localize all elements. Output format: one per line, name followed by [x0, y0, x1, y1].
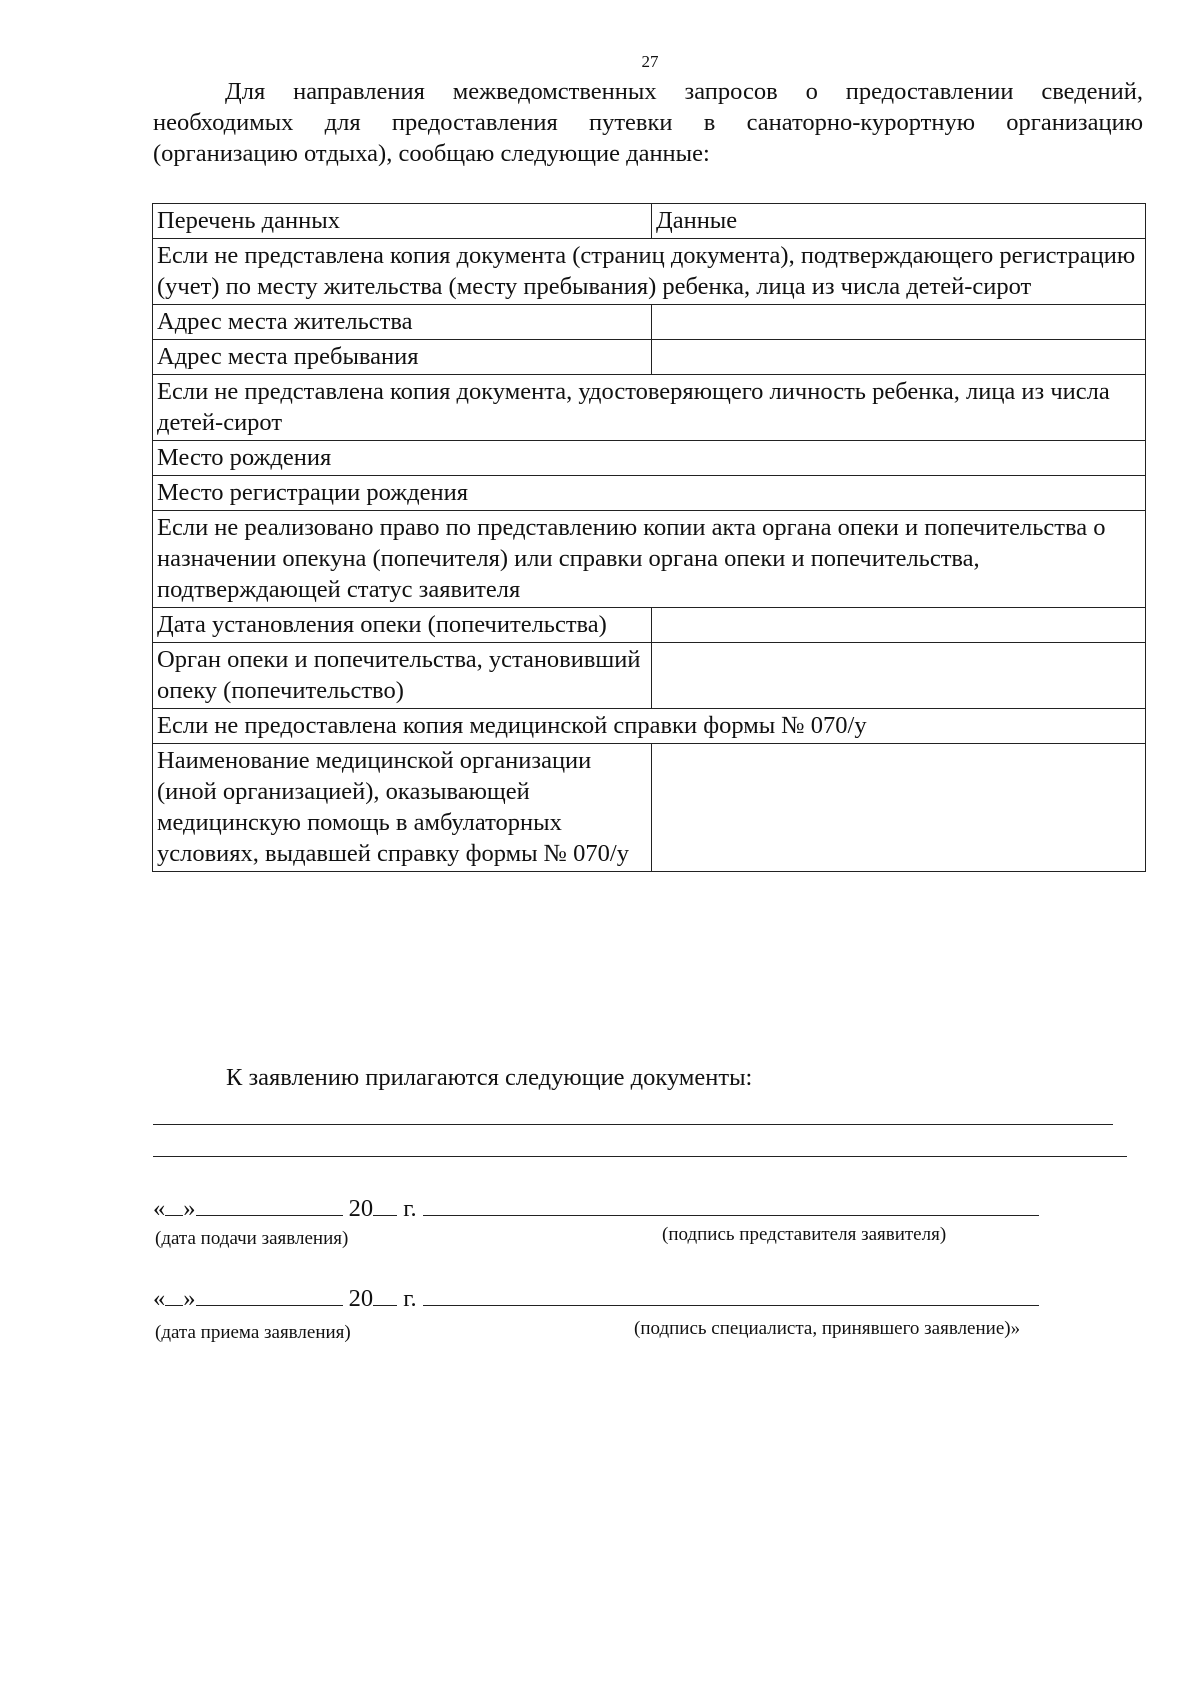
- stay-address-label: Адрес места пребывания: [153, 340, 652, 375]
- year-suffix: г.: [403, 1285, 417, 1312]
- intro-paragraph: Для направления межведомственных запросов о предоставлении сведений, необходимых для предоставления путевки в санаторно-курортную организацию (организацию отдыха), сообщаю следующие данные:: [153, 78, 1143, 167]
- day-blank[interactable]: [165, 1305, 183, 1306]
- guardianship-authority-label: Орган опеки и попечительства, установивший опеку (попечительство): [153, 643, 652, 709]
- birth-registration-place-label: Место регистрации рождения: [153, 476, 1146, 511]
- section-identity: Если не представлена копия документа, удостоверяющего личность ребенка, лица из числа детей-сирот: [153, 375, 1146, 441]
- attachments-line-1[interactable]: [153, 1124, 1113, 1125]
- header-data: Данные: [652, 204, 1146, 239]
- year-suffix: г.: [403, 1195, 417, 1222]
- birth-place-label: Место рождения: [153, 441, 1146, 476]
- attachments-heading: К заявлению прилагаются следующие документы:: [226, 1064, 753, 1091]
- representative-signature-caption: (подпись представителя заявителя): [662, 1224, 947, 1245]
- close-quote: »: [183, 1195, 196, 1222]
- guardianship-authority-value[interactable]: [652, 643, 1146, 709]
- medical-organization-label: Наименование медицинской организации (иной организацией), оказывающей медицинскую помощь в амбулаторных условиях, выдавшей справку формы № 070/у: [153, 744, 652, 872]
- table-row: [153, 305, 1146, 340]
- specialist-signature-caption: (подпись специалиста, принявшего заявление)»: [634, 1318, 1021, 1339]
- page-number: 27: [641, 52, 659, 71]
- table-row: [153, 375, 1146, 441]
- representative-signature-line[interactable]: [423, 1215, 1039, 1216]
- year-prefix: 20: [348, 1285, 374, 1312]
- table-row: [153, 441, 1146, 476]
- data-table: [152, 203, 1146, 872]
- table-row: [153, 511, 1146, 608]
- section-residence: Если не представлена копия документа (страниц документа), подтверждающего регистрацию (учет) по месту жительства (месту пребывания) ребенка, лица из числа детей-сирот: [153, 239, 1146, 305]
- open-quote: «: [153, 1195, 166, 1222]
- close-quote: »: [183, 1285, 196, 1312]
- year-prefix: 20: [348, 1195, 374, 1222]
- table-row: [153, 340, 1146, 375]
- table-row: [153, 608, 1146, 643]
- year-blank[interactable]: [373, 1215, 397, 1216]
- acceptance-date-row: [153, 1285, 1039, 1313]
- table-header-row: [153, 204, 1146, 239]
- month-blank[interactable]: [196, 1215, 343, 1216]
- table-row: [153, 709, 1146, 744]
- section-medical: Если не предоставлена копия медицинской справки формы № 070/у: [153, 709, 1146, 744]
- section-guardianship: Если не реализовано право по представлению копии акта органа опеки и попечительства о назначении опекуна (попечителя) или справки органа опеки и попечительства, подтверждающей статус заявителя: [153, 511, 1146, 608]
- month-blank[interactable]: [196, 1305, 343, 1306]
- guardianship-date-label: Дата установления опеки (попечительства): [153, 608, 652, 643]
- day-blank[interactable]: [165, 1215, 183, 1216]
- year-blank[interactable]: [373, 1305, 397, 1306]
- medical-organization-value[interactable]: [652, 744, 1146, 872]
- stay-address-value[interactable]: [652, 340, 1146, 375]
- table-row: [153, 239, 1146, 305]
- submission-date-caption: (дата подачи заявления): [155, 1228, 349, 1249]
- residence-address-value[interactable]: [652, 305, 1146, 340]
- specialist-signature-line[interactable]: [423, 1305, 1039, 1306]
- header-list-of-data: Перечень данных: [153, 204, 652, 239]
- submission-date-row: [153, 1195, 1039, 1223]
- table-row: [153, 744, 1146, 872]
- acceptance-date-caption: (дата приема заявления): [155, 1322, 351, 1343]
- residence-address-label: Адрес места жительства: [153, 305, 652, 340]
- table-row: [153, 476, 1146, 511]
- open-quote: «: [153, 1285, 166, 1312]
- table-row: [153, 643, 1146, 709]
- attachments-line-2[interactable]: [153, 1156, 1127, 1157]
- guardianship-date-value[interactable]: [652, 608, 1146, 643]
